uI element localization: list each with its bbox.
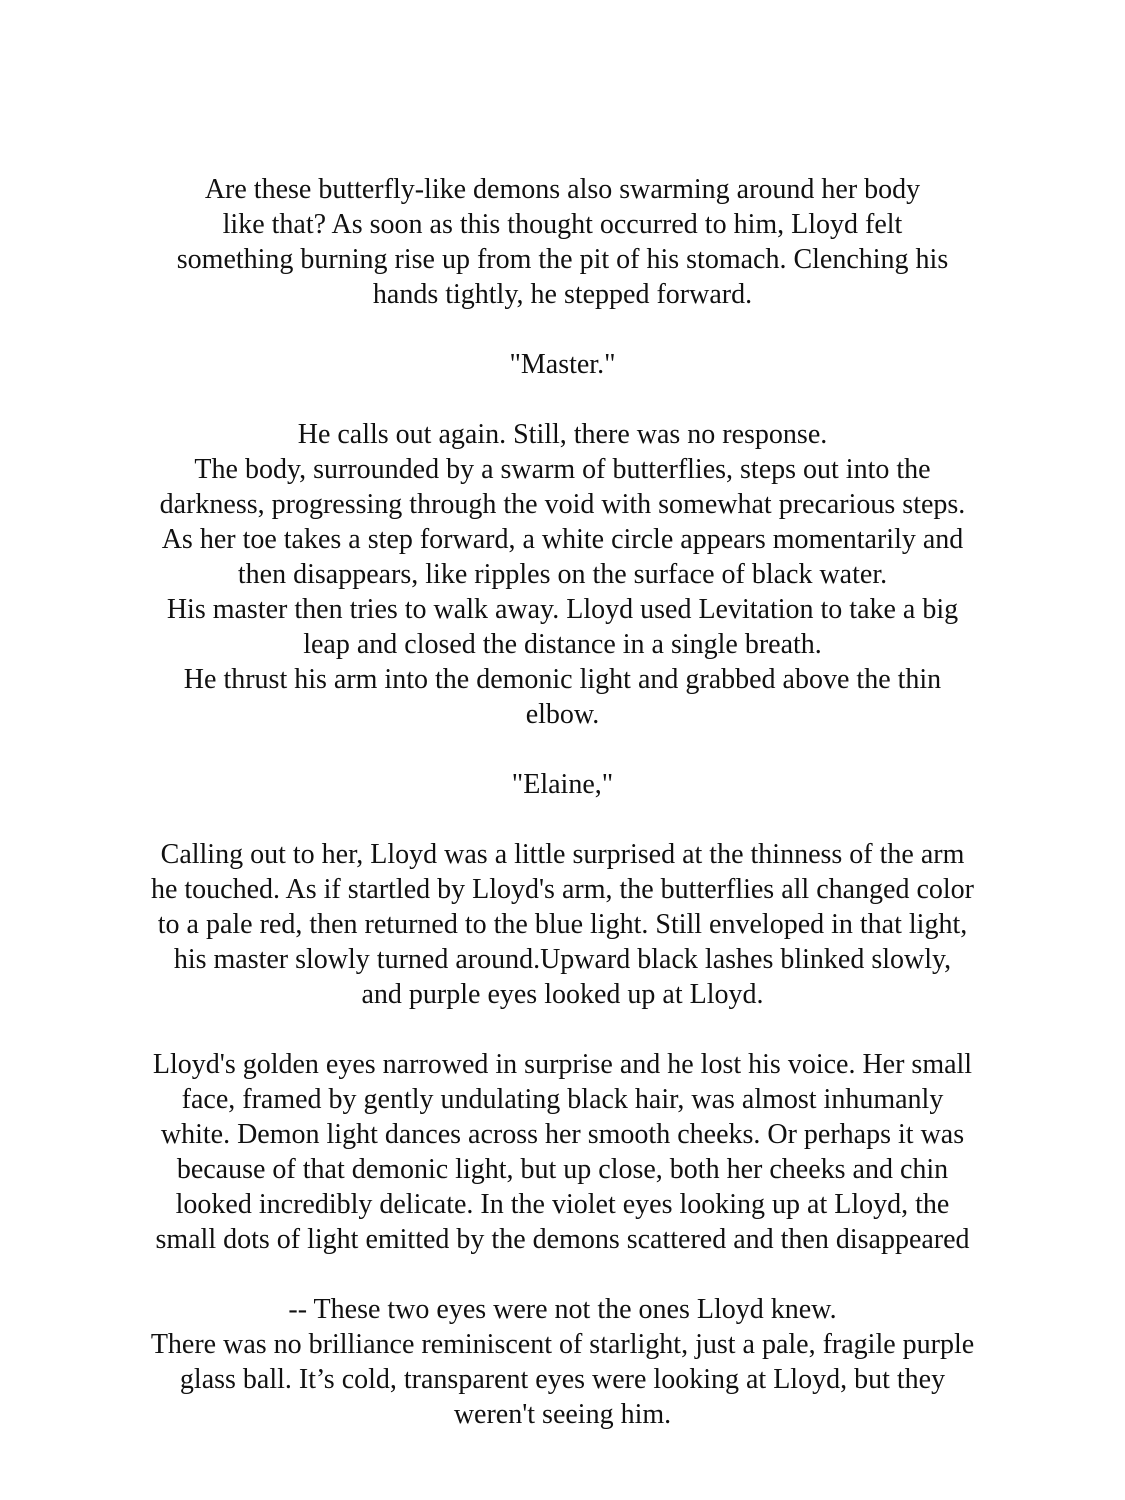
text-line: There was no brilliance reminiscent of starlight, just a pale, fragile purple: [150, 1329, 975, 1360]
dialogue-elaine: [70, 767, 1055, 802]
text-line: -- These two eyes were not the ones Lloyd knew.: [288, 1294, 837, 1325]
text-line: his master slowly turned around.Upward black lashes blinked slowly,: [173, 944, 952, 975]
text-line: The body, surrounded by a swarm of butterflies, steps out into the: [194, 454, 931, 485]
paragraph-gap: [70, 1012, 1055, 1047]
text-line: leap and closed the distance in a single breath.: [303, 629, 822, 660]
paragraph-gap: [70, 382, 1055, 417]
text-line: then disappears, like ripples on the surface of black water.: [237, 559, 888, 590]
text-line: As her toe takes a step forward, a white circle appears momentarily and: [161, 524, 964, 555]
text-line: small dots of light emitted by the demons scattered and then disappeared: [155, 1224, 970, 1255]
text-line: He calls out again. Still, there was no response.: [297, 419, 828, 450]
text-line: white. Demon light dances across her smooth cheeks. Or perhaps it was: [160, 1119, 965, 1150]
text-line: "Elaine,": [511, 769, 614, 800]
paragraph-golden-eyes: [70, 1047, 1055, 1257]
text-line: Calling out to her, Lloyd was a little surprised at the thinness of the arm: [160, 839, 965, 870]
text-line: to a pale red, then returned to the blue light. Still enveloped in that light,: [157, 909, 968, 940]
text-line: something burning rise up from the pit of his stomach. Clenching his: [176, 244, 949, 275]
paragraph-two-eyes: [70, 1292, 1055, 1432]
text-line: face, framed by gently undulating black hair, was almost inhumanly: [181, 1084, 944, 1115]
paragraph-gap: [70, 732, 1055, 767]
text-line: looked incredibly delicate. In the violet eyes looking up at Lloyd, the: [175, 1189, 950, 1220]
text-line: Are these butterfly-like demons also swarming around her body: [204, 174, 921, 205]
text-line: hands tightly, he stepped forward.: [372, 279, 753, 310]
paragraph-gap: [70, 802, 1055, 837]
paragraph-gap: [70, 312, 1055, 347]
text-line: darkness, progressing through the void with somewhat precarious steps.: [159, 489, 966, 520]
text-line: His master then tries to walk away. Lloyd used Levitation to take a big: [166, 594, 959, 625]
text-line: Lloyd's golden eyes narrowed in surprise and he lost his voice. Her small: [152, 1049, 973, 1080]
paragraph-calls-out: [70, 417, 1055, 732]
text-line: elbow.: [525, 699, 600, 730]
text-line: glass ball. It’s cold, transparent eyes were looking at Lloyd, but they: [179, 1364, 946, 1395]
paragraph-thin-arm: [70, 837, 1055, 1012]
paragraph-gap: [70, 1257, 1055, 1292]
text-line: and purple eyes looked up at Lloyd.: [361, 979, 764, 1010]
dialogue-master: [70, 347, 1055, 382]
text-line: weren't seeing him.: [453, 1399, 672, 1430]
text-line: "Master.": [509, 349, 616, 380]
text-line: he touched. As if startled by Lloyd's arm, the butterflies all changed color: [150, 874, 975, 905]
text-line: He thrust his arm into the demonic light and grabbed above the thin: [183, 664, 942, 695]
text-line: like that? As soon as this thought occurred to him, Lloyd felt: [222, 209, 903, 240]
paragraph-butterfly-thought: [70, 172, 1055, 312]
text-line: because of that demonic light, but up close, both her cheeks and chin: [176, 1154, 949, 1185]
